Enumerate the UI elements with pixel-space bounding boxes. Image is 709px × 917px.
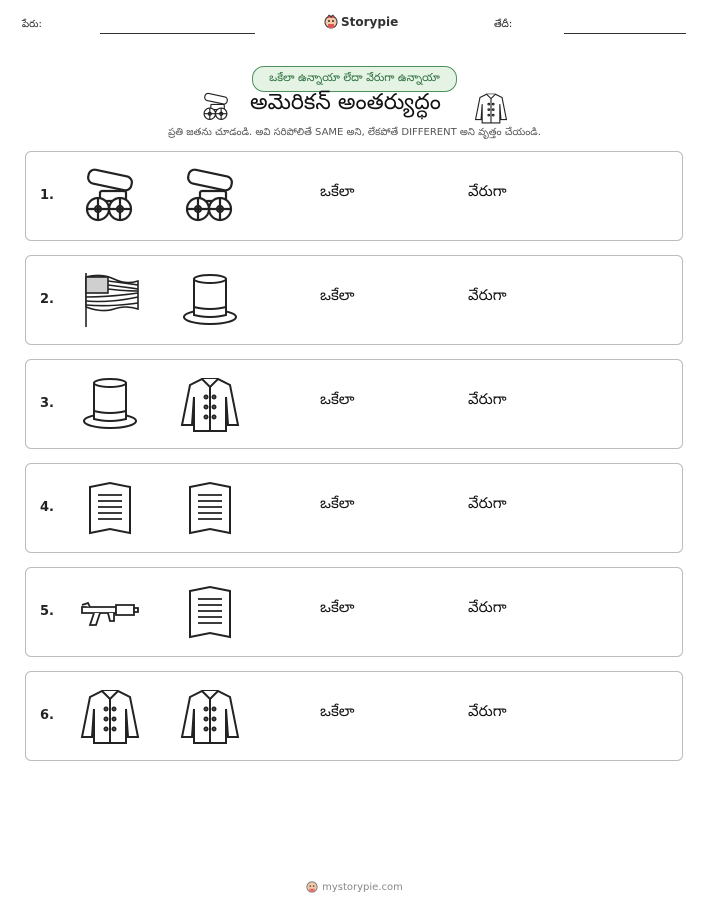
top-hat-icon: [80, 375, 140, 433]
picture-right: [179, 166, 241, 226]
cannon-icon: [180, 167, 240, 225]
question-row: [25, 463, 683, 553]
picture-left: [79, 478, 141, 538]
name-field[interactable]: [100, 33, 255, 34]
top-hat-icon: [180, 271, 240, 329]
coat-icon: [180, 375, 240, 433]
coat-icon: [474, 92, 508, 124]
picture-left: [79, 686, 141, 746]
different-option[interactable]: వేరుగా: [468, 286, 507, 304]
document-icon: [80, 479, 140, 537]
picture-left: [79, 270, 141, 330]
name-label: పేరు:: [22, 19, 42, 30]
different-option[interactable]: వేరుగా: [468, 390, 507, 408]
question-number: 6.: [40, 708, 54, 723]
worksheet-type-badge: ఒకేలా ఉన్నాయా లేదా వేరుగా ఉన్నాయా: [252, 66, 457, 92]
picture-left: [79, 166, 141, 226]
document-icon: [180, 479, 240, 537]
picture-right: [179, 270, 241, 330]
date-field[interactable]: [564, 33, 686, 34]
flag-icon: [80, 271, 140, 329]
question-number: 1.: [40, 188, 54, 203]
coat-icon: [180, 687, 240, 745]
brand-name: Storypie: [341, 15, 399, 29]
question-number: 3.: [40, 396, 54, 411]
question-number: 2.: [40, 292, 54, 307]
same-option[interactable]: ఒకేలా: [320, 702, 355, 720]
question-row: [25, 359, 683, 449]
question-row: [25, 671, 683, 761]
date-label: తేదీ:: [494, 19, 513, 30]
title-row: [0, 90, 709, 126]
worksheet-header: [0, 14, 709, 38]
picture-right: [179, 374, 241, 434]
picture-right: [179, 686, 241, 746]
rifle-icon: [80, 583, 140, 641]
same-option[interactable]: ఒకేలా: [320, 598, 355, 616]
question-row: [25, 567, 683, 657]
document-icon: [180, 583, 240, 641]
storypie-logo-icon: [324, 14, 338, 30]
different-option[interactable]: వేరుగా: [468, 494, 507, 512]
same-option[interactable]: ఒకేలా: [320, 286, 355, 304]
brand-logo: [324, 14, 398, 30]
picture-left: [79, 582, 141, 642]
question-row: [25, 151, 683, 241]
cannon-icon: [198, 92, 234, 122]
same-option[interactable]: ఒకేలా: [320, 390, 355, 408]
footer-url: mystorypie.com: [322, 881, 403, 893]
different-option[interactable]: వేరుగా: [468, 598, 507, 616]
question-number: 4.: [40, 500, 54, 515]
picture-left: [79, 374, 141, 434]
different-option[interactable]: వేరుగా: [468, 702, 507, 720]
storypie-logo-icon: [306, 880, 318, 894]
different-option[interactable]: వేరుగా: [468, 182, 507, 200]
picture-right: [179, 582, 241, 642]
instructions: ప్రతి జతను చూడండి. అవి సరిపోలితే SAME అని, లేకపోతే DIFFERENT అని వృత్తం చేయండి.: [168, 127, 541, 138]
coat-icon: [80, 687, 140, 745]
same-option[interactable]: ఒకేలా: [320, 182, 355, 200]
question-number: 5.: [40, 604, 54, 619]
picture-right: [179, 478, 241, 538]
worksheet-title: అమెరికన్ అంతర్యుద్ధం: [250, 90, 441, 115]
cannon-icon: [80, 167, 140, 225]
question-row: [25, 255, 683, 345]
footer: [0, 880, 709, 894]
same-option[interactable]: ఒకేలా: [320, 494, 355, 512]
